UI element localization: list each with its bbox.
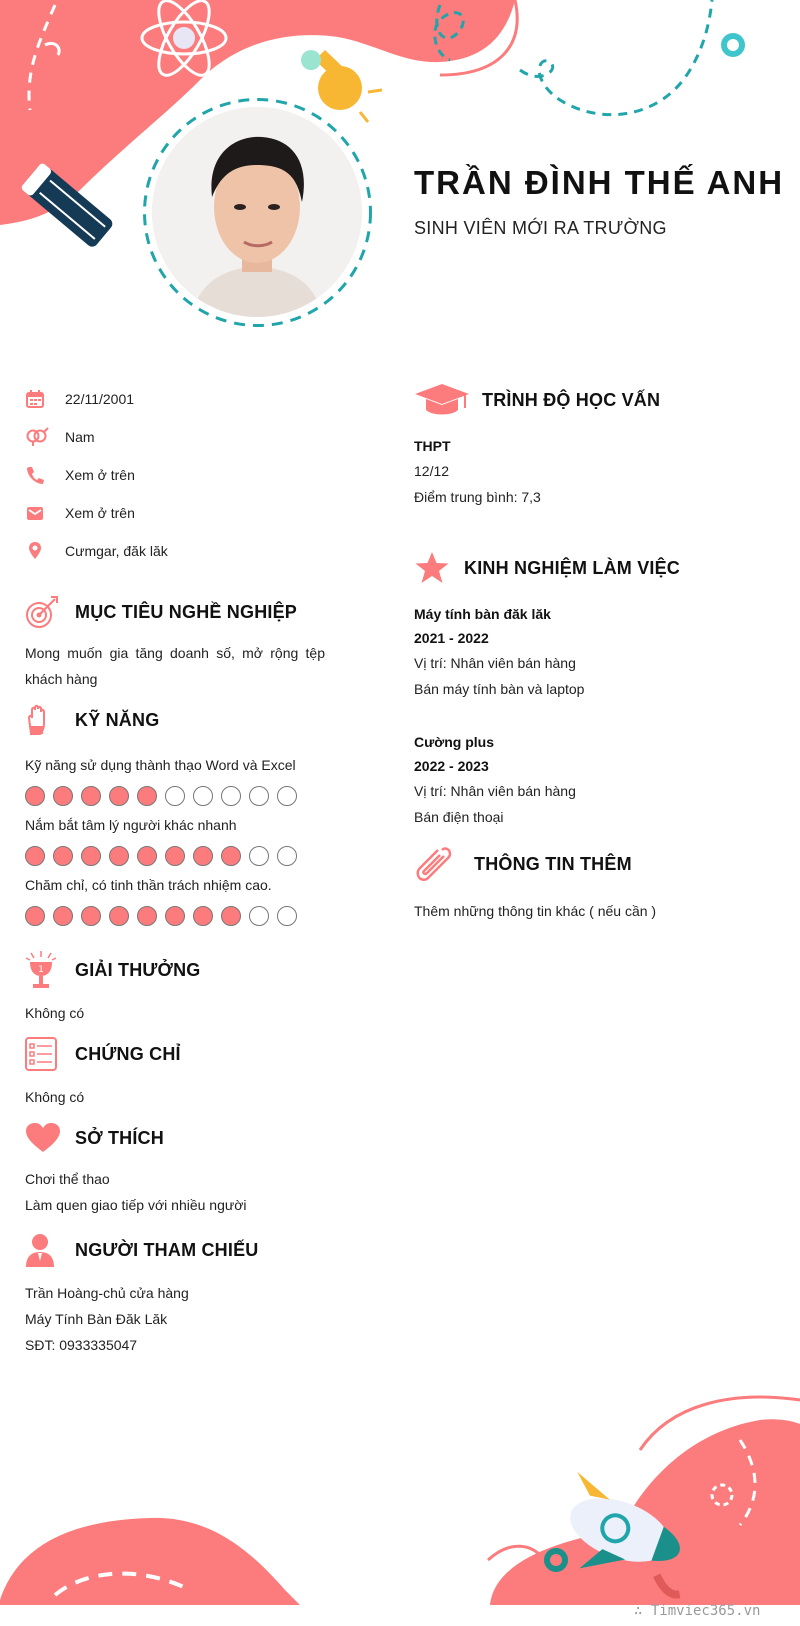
rating-dot-filled [137,846,157,866]
svg-text:1: 1 [38,965,44,975]
contact-text: Nam [65,429,95,445]
job-description: Bán máy tính bàn và laptop [414,681,585,697]
rating-dot-filled [221,906,241,926]
rating-dot-filled [109,906,129,926]
email-icon [25,502,63,524]
rating-dot-filled [53,846,73,866]
job-period: 2021 - 2022 [414,630,489,646]
job-position: Vị trí: Nhân viên bán hàng [414,783,576,799]
extra-info-header [414,844,784,884]
section-title: NGƯỜI THAM CHIẾU [75,1239,259,1260]
education-entry [414,434,784,510]
job-period: 2022 - 2023 [414,758,489,774]
rating-dot-filled [137,906,157,926]
rating-dot-filled [221,846,241,866]
checklist-icon [25,1034,75,1074]
objective-text: Mong muốn gia tăng doanh số, mở rộng tệp khách hàng [25,645,325,687]
certificates-header [25,1034,325,1074]
rating-dot-empty [249,786,269,806]
candidate-name: TRẦN ĐÌNH THẾ ANH [414,164,785,201]
section-title: GIẢI THƯỞNG [75,959,201,980]
rating-dot-empty [221,786,241,806]
list-item: Chơi thể thao [25,1171,110,1187]
rating-dot-empty [165,786,185,806]
awards-header [25,950,325,990]
contact-text: Xem ở trên [65,467,135,483]
education-detail: Điểm trung bình: 7,3 [414,489,541,505]
rating-dot-empty [277,846,297,866]
contact-list [25,380,325,570]
job-entry [414,602,784,702]
references-header [25,1230,325,1270]
rating-dot-filled [25,906,45,926]
job-position: Vị trí: Nhân viên bán hàng [414,655,576,671]
rating-dot-filled [165,906,185,926]
rating-dot-filled [109,846,129,866]
awards-text: Không có [25,1005,85,1021]
job-entry [414,730,784,830]
rating-dot-filled [165,846,185,866]
rating-dot-filled [193,846,213,866]
gender-icon [25,426,63,448]
list-item: SĐT: 0933335047 [25,1337,138,1353]
left-column [25,380,325,1358]
rating-dot-filled [25,846,45,866]
section-title: THÔNG TIN THÊM [474,853,632,874]
school-name: THPT [414,438,451,454]
section-title: KINH NGHIỆM LÀM VIỆC [464,557,681,578]
hobbies-header [25,1118,325,1158]
rating-dot-empty [277,906,297,926]
rating-dot-empty [193,786,213,806]
skills-header [25,700,325,740]
rating-dot-empty [277,786,297,806]
rating-dot-filled [81,906,101,926]
rating-dot-filled [53,786,73,806]
skill-rating [25,906,325,926]
skill-name: Chăm chỉ, có tinh thần trách nhiệm cao. [25,877,272,893]
rating-dot-filled [25,786,45,806]
job-company: Cường plus [414,734,494,750]
rating-dot-filled [109,786,129,806]
contact-birthday [25,380,325,418]
skill-name: Kỹ năng sử dụng thành thạo Word và Excel [25,757,296,773]
star-icon [414,548,464,588]
rating-dot-empty [249,906,269,926]
target-icon [25,592,75,632]
candidate-role: SINH VIÊN MỚI RA TRƯỜNG [414,218,667,238]
contact-text: Cưmgar, đăk lăk [65,543,168,559]
hand-icon [25,700,75,740]
skills-list [25,754,325,926]
graduation-cap-icon [414,380,482,420]
paperclip-icon [414,844,474,884]
skill-rating [25,846,325,866]
section-title: CHỨNG CHỈ [75,1043,181,1064]
contact-phone [25,456,325,494]
rating-dot-empty [249,846,269,866]
rating-dot-filled [193,906,213,926]
job-company: Máy tính bàn đăk lăk [414,606,551,622]
person-icon [25,1230,75,1270]
location-icon [25,540,63,562]
section-title: TRÌNH ĐỘ HỌC VẤN [482,389,661,410]
education-period: 12/12 [414,463,450,479]
job-description: Bán điện thoại [414,809,504,825]
trophy-icon [25,950,75,990]
watermark: ∴ Timviec365.vn [634,1603,761,1619]
certificates-text: Không có [25,1089,85,1105]
education-header [414,380,784,420]
right-column [414,380,784,924]
rating-dot-filled [81,786,101,806]
contact-text: 22/11/2001 [65,391,135,407]
section-title: KỸ NĂNG [75,709,160,730]
list-item: Trần Hoàng-chủ cửa hàng [25,1285,189,1301]
rating-dot-filled [53,906,73,926]
phone-icon [25,464,63,486]
avatar-frame [140,95,375,330]
section-title: MỤC TIÊU NGHỀ NGHIỆP [75,601,298,622]
contact-email [25,494,325,532]
objective-header [25,592,325,632]
rating-dot-filled [81,846,101,866]
section-title: SỞ THÍCH [75,1127,164,1148]
references-list [25,1280,325,1358]
avatar [152,107,362,317]
extra-info-text: Thêm những thông tin khác ( nếu cần ) [414,903,657,919]
heart-icon [25,1118,75,1158]
list-item: Làm quen giao tiếp với nhiều người [25,1197,247,1213]
hobbies-list [25,1166,325,1218]
list-item: Máy Tính Bàn Đăk Lăk [25,1311,168,1327]
rating-dot-filled [137,786,157,806]
contact-address [25,532,325,570]
skill-rating [25,786,325,806]
contact-gender [25,418,325,456]
skill-name: Nắm bắt tâm lý người khác nhanh [25,817,237,833]
contact-text: Xem ở trên [65,505,135,521]
experience-header [414,548,784,588]
calendar-icon [25,388,63,410]
